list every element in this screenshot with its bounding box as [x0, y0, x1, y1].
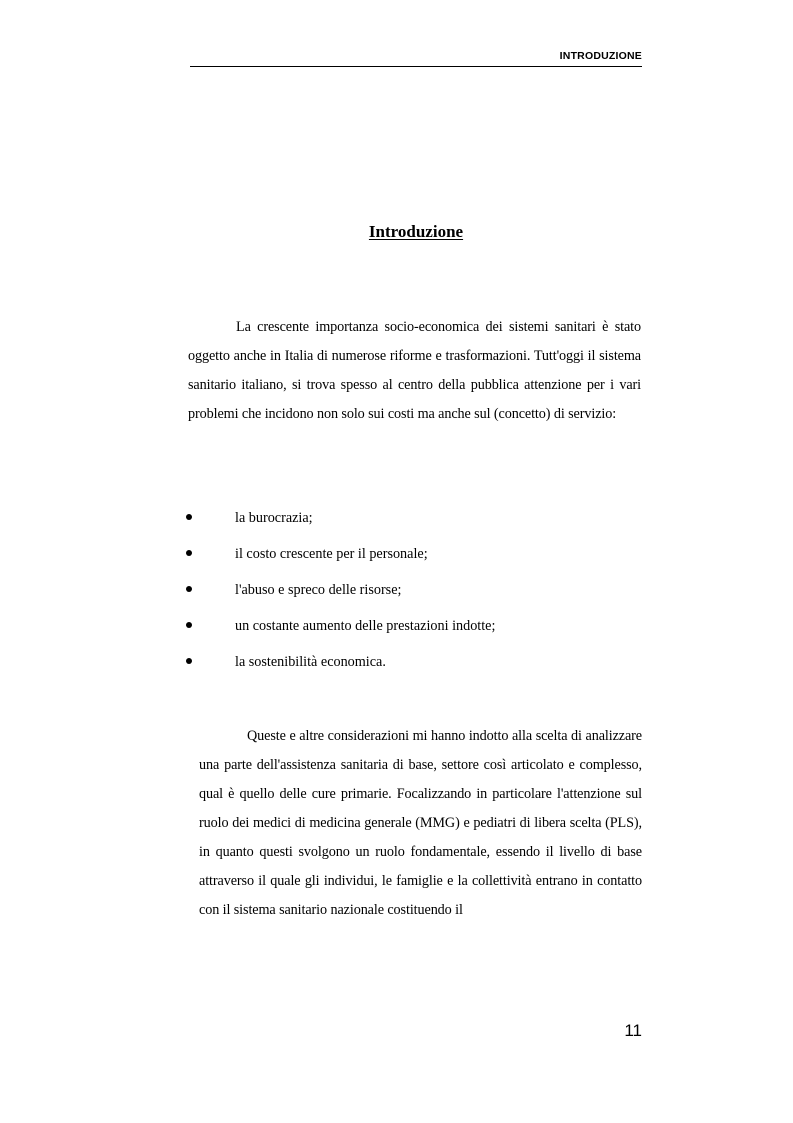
motivation-paragraph: Queste e altre considerazioni mi hanno indotto alla scelta di analizzare una parte dell'assistenza sanitaria di base, settore così articolato e complesso, qual è quello delle cure primarie. Focalizzando in particolare l'attenzione sul ruolo dei medici di medicina generale (MMG) e pediatri di libera scelta (PLS), in quanto questi svolgono un ruolo fondamentale, essendo il livello di base attraverso il quale gli individui, le famiglie e la collettività entrano in contatto con il sistema sanitario nazionale costituendo il: [199, 728, 642, 918]
header-section-label: INTRODUZIONE: [559, 50, 642, 62]
list-item-text: la burocrazia;: [235, 510, 313, 526]
intro-paragraph: La crescente importanza socio-economica dei sistemi sanitari è stato oggetto anche in Italia di numerose riforme e trasformazioni. Tutt'oggi il sistema sanitario italiano, si trova spesso al centro della pubblica attenzione per i vari problemi che incidono non solo sui costi ma anche sul (concetto) di servizio:: [188, 319, 641, 422]
list-item-text: la sostenibilità economica.: [235, 654, 386, 670]
page-number: 11: [624, 1021, 642, 1040]
list-item-text: il costo crescente per il personale;: [235, 546, 428, 562]
bullet-icon: [186, 550, 192, 556]
bullet-icon: [186, 586, 192, 592]
header-rule: [190, 66, 642, 67]
chapter-title: Introduzione: [368, 222, 464, 241]
bullet-icon: [186, 658, 192, 664]
list-item-text: l'abuso e spreco delle risorse;: [235, 582, 402, 598]
bullet-icon: [186, 514, 192, 520]
bullet-icon: [186, 622, 192, 628]
list-item-text: un costante aumento delle prestazioni indotte;: [235, 618, 496, 634]
